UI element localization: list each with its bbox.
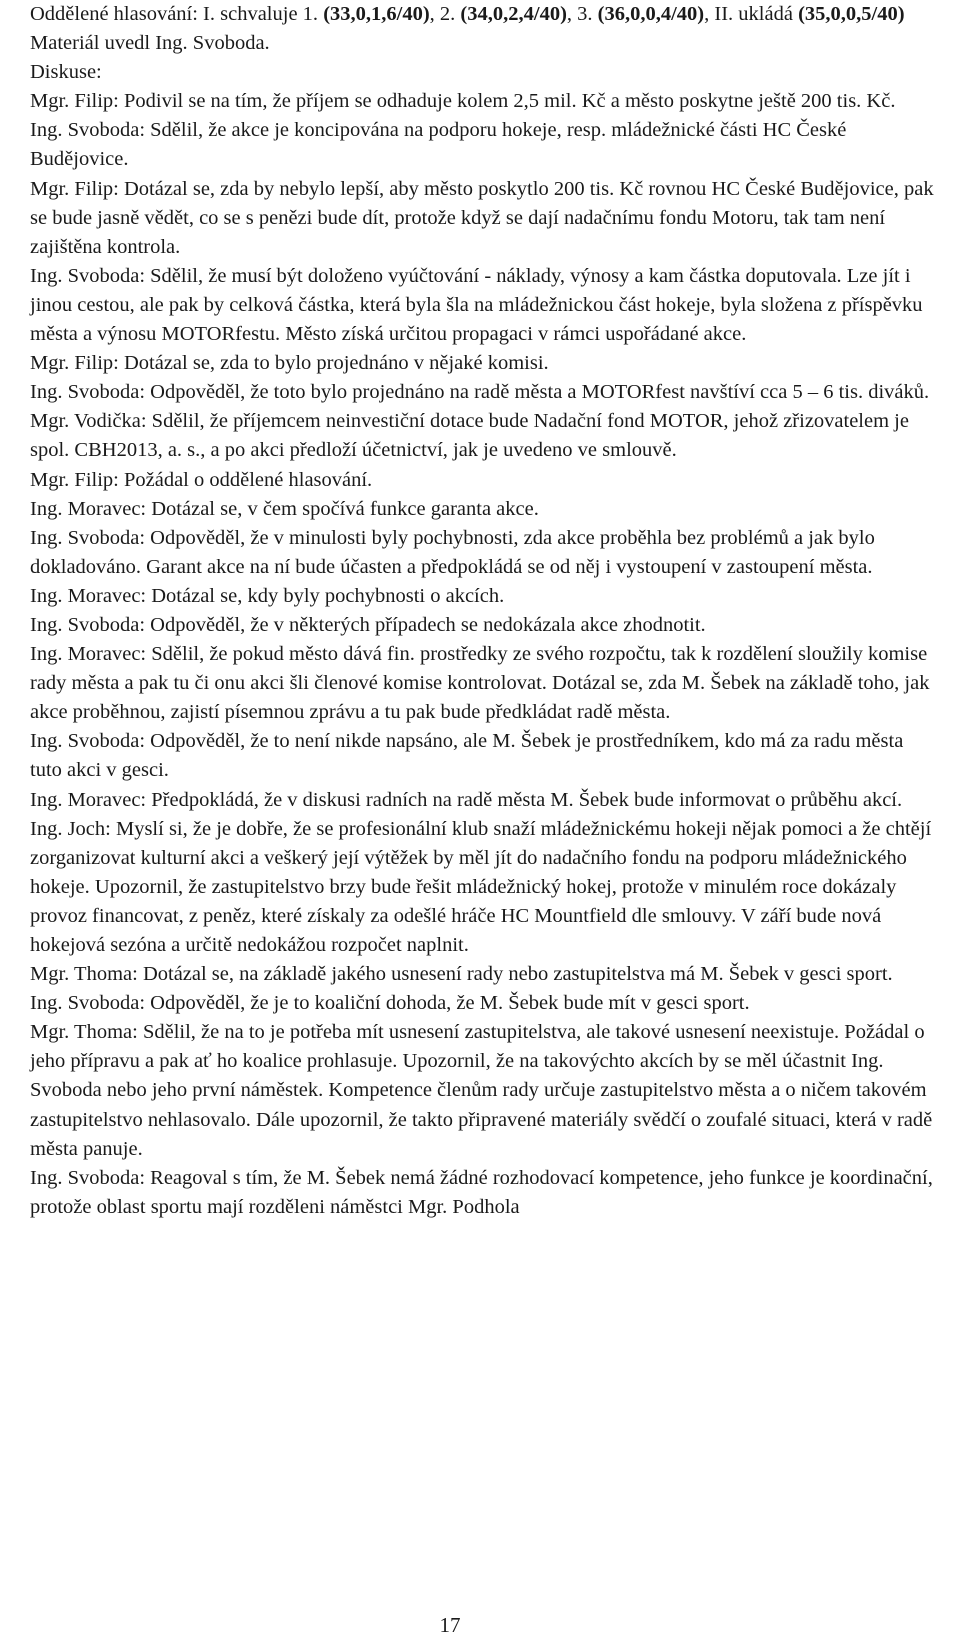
paragraph: Materiál uvedl Ing. Svoboda. [30,32,270,55]
paragraph: Mgr. Thoma: Sdělil, že na to je potřeba mít usnesení zastupitelstva, ale takové usnesení neexistuje. Požádal o jeho přípravu a pak ať ho koalice prohlasuje. Upozornil, že na takovýchto akcích by se měl účastnit Ing. Svoboda nebo jeho první náměstek. Kompetence členům rady určuje zastupitelstvo města a o ničem takovém zastupitelstvo nehlasovalo. Dále upozornil, že takto připravené materiály svědčí o zoufalé situaci, která v radě města panuje. [30,1021,933,1160]
vote-result-3: (36,0,0,4/40) [597,3,705,25]
paragraph: Mgr. Filip: Dotázal se, zda to bylo projednáno v nějaké komisi. [30,352,549,375]
vote-result-4: (35,0,0,5/40) [798,3,905,25]
paragraph: Ing. Svoboda: Sdělil, že musí být doloženo vyúčtování - náklady, výnosy a kam částka doputovala. Lze jít i jinou cestou, ale pak by celková částka, která byla šla na mládežnickou část hokeje, byla složena z příspěvku města a výnosu MOTORfestu. Město získá určitou propagaci v rámci uspořádané akce. [30,264,923,346]
paragraph: Ing. Svoboda: Odpověděl, že toto bylo projednáno na radě města a MOTORfest navštíví cca 5 – 6 tis. diváků. [30,381,930,404]
paragraph: Ing. Joch: Myslí si, že je dobře, že se profesionální klub snaží mládežnickému hokeji nějak pomoci a že chtějí zorganizovat kulturní akci a veškerý její výtěžek by měl jít do nadačního fondu na podporu mládežnického hokeje. Upozornil, že zastupitelstvo brzy bude řešit mládežnický hokej, protože v minulém roce dokázaly provoz financovat, z peněz, které získaly za odešlé hráče HC Mountfield dle smlouvy. V září bude nová hokejová sezóna a určitě nedokážou rozpočet naplnit. [30,817,932,956]
paragraph: Diskuse: [30,61,102,84]
vote-summary [30,0,940,29]
paragraph: Mgr. Filip: Požádal o oddělené hlasování. [30,468,373,491]
vote-prefix: Oddělené hlasování: I. schvaluje 1. [30,3,324,25]
paragraph: Ing. Svoboda: Odpověděl, že v některých případech se nedokázala akce zhodnotit. [30,613,706,636]
paragraph: Ing. Svoboda: Odpověděl, že v minulosti byly pochybnosti, zda akce proběhla bez problémů a jak bylo dokladováno. Garant akce na ní bude účasten a předpokládá se od něj i vystoupení v zastoupení města. [30,526,875,578]
vote-separator-3: , II. ukládá [704,3,799,25]
paragraph: Ing. Moravec: Dotázal se, v čem spočívá funkce garanta akce. [30,497,539,520]
paragraph: Mgr. Thoma: Dotázal se, na základě jakého usnesení rady nebo zastupitelstva má M. Šebek v gesci sport. [30,963,893,986]
vote-separator-2: , 3. [566,3,598,25]
vote-result-1: (33,0,1,6/40) [323,3,430,25]
paragraph: Ing. Svoboda: Odpověděl, že to není nikde napsáno, ale M. Šebek je prostředníkem, kdo má za radu města tuto akci v gesci. [30,730,904,782]
vote-result-2: (34,0,2,4/40) [460,3,567,25]
paragraph: Mgr. Filip: Dotázal se, zda by nebylo lepší, aby město poskytlo 200 tis. Kč rovnou HC České Budějovice, pak se bude jasně vědět, co se s penězi bude dít, protože když se dají nadačnímu fondu Motoru, tak tam není zajištěna kontrola. [30,177,934,258]
paragraph: Ing. Moravec: Sdělil, že pokud město dává fin. prostředky ze svého rozpočtu, tak k rozdělení sloužily komise rady města a pak tu či onu akci šli členové komise kontrolovat. Dotázal se, zda M. Šebek na základě toho, jak akce proběhnou, zajistí písemnou zprávu a tu pak bude předkládat radě města. [30,643,930,724]
paragraph: Ing. Svoboda: Reagoval s tím, že M. Šebek nemá žádné rozhodovací kompetence, jeho funkce je koordinační, protože oblast sportu mají rozděleni náměstci Mgr. Podhola [30,1166,933,1218]
paragraph: Ing. Moravec: Dotázal se, kdy byly pochybnosti o akcích. [30,584,505,607]
paragraph: Mgr. Filip: Podivil se na tím, že příjem se odhaduje kolem 2,5 mil. Kč a město poskytne ještě 200 tis. Kč. [30,90,896,113]
paragraph: Ing. Moravec: Předpokládá, že v diskusi radních na radě města M. Šebek bude informovat o průběhu akcí. [30,788,903,811]
paragraph: Ing. Svoboda: Odpověděl, že je to koaliční dohoda, že M. Šebek bude mít v gesci sport. [30,992,750,1015]
paragraph: Ing. Svoboda: Sdělil, že akce je koncipována na podporu hokeje, resp. mládežnické části HC České Budějovice. [30,119,847,171]
document-body [30,0,940,1222]
paragraph: Mgr. Vodička: Sdělil, že příjemcem neinvestiční dotace bude Nadační fond MOTOR, jehož zřizovatelem je spol. CBH2013, a. s., a po akci předloží účetnictví, jak je uvedeno ve smlouvě. [30,410,909,462]
vote-separator-1: , 2. [429,3,461,25]
page-number: 17 [439,1613,461,1637]
